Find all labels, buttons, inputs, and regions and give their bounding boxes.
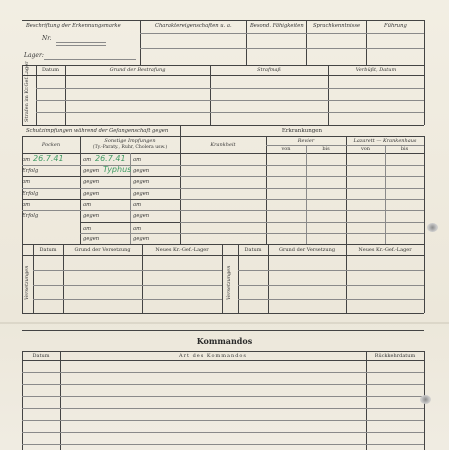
rule (22, 244, 424, 245)
rule (346, 136, 347, 244)
rule (180, 165, 424, 166)
rule (424, 20, 425, 65)
col-krankheit: Krankheit (210, 142, 236, 148)
vers-col-lager-r: Neues Kr.-Gef.-Lager (358, 247, 412, 253)
col-lazarett: Lazarett — Krankenhaus (353, 138, 417, 144)
rule (22, 396, 424, 397)
col-sonstige: Sonstige Impfungen (104, 138, 156, 144)
imp-r1-c3: gegen (133, 168, 150, 174)
rule (328, 65, 329, 125)
faehigkeiten-label: Besond. Fähigkeiten (250, 23, 304, 29)
impfungen-title: Schutzimpfungen während der Gefangenschaft gegen (26, 128, 169, 134)
imp-r2-c1: am (22, 179, 31, 185)
kommandos-title: Kommandos (196, 336, 253, 346)
rule (22, 432, 424, 433)
revier-von: von (281, 146, 291, 152)
rule (33, 244, 34, 313)
rule (22, 199, 180, 200)
handwritten-impfung-gegen: Typhus (103, 165, 132, 174)
rule (22, 210, 180, 211)
imp-r0-c1: am (22, 157, 31, 163)
rule (366, 351, 367, 450)
rule (222, 244, 223, 313)
vers-col-lager-l: Neues Kr.-Gef.-Lager (155, 247, 209, 253)
rule (385, 145, 386, 244)
col-sonstige-sub: (Ty.-Paraty., Ruhr, Cholera usw.) (92, 145, 168, 150)
rule (246, 20, 247, 65)
rule (22, 188, 180, 189)
rule (266, 136, 267, 244)
rule (22, 384, 424, 385)
rule (22, 351, 424, 352)
rule (306, 145, 307, 244)
imp-r6-c2: am (83, 226, 92, 232)
imp-r3-c2: gegen (83, 191, 100, 197)
imp-r2-c3: gegen (133, 179, 150, 185)
imp-r4-c1: am (22, 202, 31, 208)
rule (63, 244, 64, 313)
rule (424, 136, 425, 244)
handwritten-impfung-date: 26.7.41 (95, 154, 126, 163)
sprachen-label: Sprachkenntnisse (313, 23, 361, 29)
erkrankungen-title: Erkrankungen (281, 128, 323, 134)
kom-col-rueck: Rückkehrdatum (374, 353, 416, 359)
rule (140, 48, 424, 49)
rule (22, 65, 23, 125)
rule (22, 313, 424, 314)
rule (33, 270, 222, 271)
rule (424, 244, 425, 313)
strafen-col-strafmass: Strafmaß (257, 67, 281, 73)
fuehrung-label: Führung (384, 23, 407, 29)
lazarett-bis: bis (400, 146, 409, 152)
nr-line[interactable] (56, 42, 106, 43)
rule (180, 222, 424, 223)
strafen-col-grund: Grund der Bestrafung (109, 67, 166, 73)
erkennungsmarke-label: Beschriftung der Erkennungsmarke (26, 23, 121, 29)
rule (33, 285, 222, 286)
vers-col-datum-r: Datum (244, 247, 262, 253)
col-revier: Revier (297, 138, 315, 144)
rule (140, 33, 424, 34)
rule (180, 210, 424, 211)
strafen-side-label: Strafen im Kr.Gef.Lager (24, 61, 30, 122)
nr-label: Nr. (42, 35, 52, 42)
rule (22, 330, 424, 331)
rule (22, 408, 424, 409)
lager-line[interactable] (44, 59, 136, 60)
rule (22, 75, 424, 76)
rule (346, 244, 347, 313)
rule (22, 372, 424, 373)
rule (80, 136, 81, 244)
revier-bis: bis (322, 146, 330, 152)
rule (60, 351, 61, 450)
rule (80, 222, 180, 223)
rule (366, 20, 367, 65)
imp-r4-c2: am (83, 202, 92, 208)
rule (22, 136, 23, 244)
imp-r1-c2: gegen (83, 168, 100, 174)
rule (22, 165, 180, 166)
rule (22, 125, 424, 126)
rule (180, 188, 424, 189)
page-fold (0, 322, 449, 324)
rule (238, 244, 239, 313)
rule (210, 65, 211, 125)
rule (22, 360, 424, 361)
lager-label: Lager: (24, 52, 44, 59)
rule (22, 136, 424, 137)
rule (22, 444, 424, 445)
charakter-label: Charaktereigenschaften u. a. (155, 23, 232, 29)
imp-r3-c1: Erfolg (22, 191, 39, 197)
rule (22, 351, 23, 450)
imp-r5-c2: gegen (83, 213, 100, 219)
rule (222, 255, 424, 256)
versetzungen-side-right: Versetzungen (226, 265, 232, 300)
rule (22, 176, 180, 177)
imp-r7-c3: gegen (133, 236, 150, 242)
imp-r3-c3: gegen (133, 191, 150, 197)
imp-r0-c2: am (83, 157, 92, 163)
strafen-col-datum: Datum (42, 67, 59, 73)
rule (238, 299, 424, 300)
rule (36, 112, 424, 113)
imp-r6-c3: am (133, 226, 142, 232)
rule (180, 176, 424, 177)
imp-r5-c1: Erfolg (22, 213, 39, 219)
rule (22, 153, 424, 154)
rule (268, 244, 269, 313)
handwritten-pocken-date: 26.7.41 (33, 154, 64, 163)
rule (36, 100, 424, 101)
vers-col-datum-l: Datum (39, 247, 57, 253)
imp-r5-c3: gegen (133, 213, 150, 219)
rule (180, 233, 424, 234)
rule (80, 233, 180, 234)
kom-col-art: Art des Kommandos (179, 353, 247, 359)
versetzungen-side-left: Versetzungen (24, 265, 30, 300)
kom-col-datum: Datum (32, 353, 50, 359)
lazarett-von: von (360, 146, 371, 152)
vers-col-grund-l: Grund der Versetzung (74, 247, 131, 253)
rule (22, 244, 23, 313)
rule (22, 20, 424, 21)
rule (36, 65, 37, 125)
imp-r4-c3: am (133, 202, 142, 208)
rule (142, 244, 143, 313)
rule (36, 88, 424, 89)
rule (424, 65, 425, 125)
rule (238, 270, 424, 271)
rule (180, 199, 424, 200)
imp-r1-c1: Erfolg (22, 168, 39, 174)
rule (306, 20, 307, 65)
rule (238, 285, 424, 286)
rule (22, 420, 424, 421)
strafen-col-verbuesst: Verbüßt, Datum (355, 67, 397, 73)
vers-col-grund-r: Grund der Versetzung (278, 247, 336, 253)
rule (65, 65, 66, 125)
rule (33, 299, 222, 300)
nr-line2 (56, 45, 106, 46)
rule (22, 65, 424, 66)
punch-hole (420, 395, 431, 404)
imp-r2-c2: gegen (83, 179, 100, 185)
col-pocken: Pocken (41, 142, 61, 148)
imp-r0-c3: am (133, 157, 142, 163)
punch-hole (427, 223, 438, 232)
rule (140, 20, 141, 65)
rule (22, 255, 222, 256)
imp-r7-c2: gegen (83, 236, 100, 242)
